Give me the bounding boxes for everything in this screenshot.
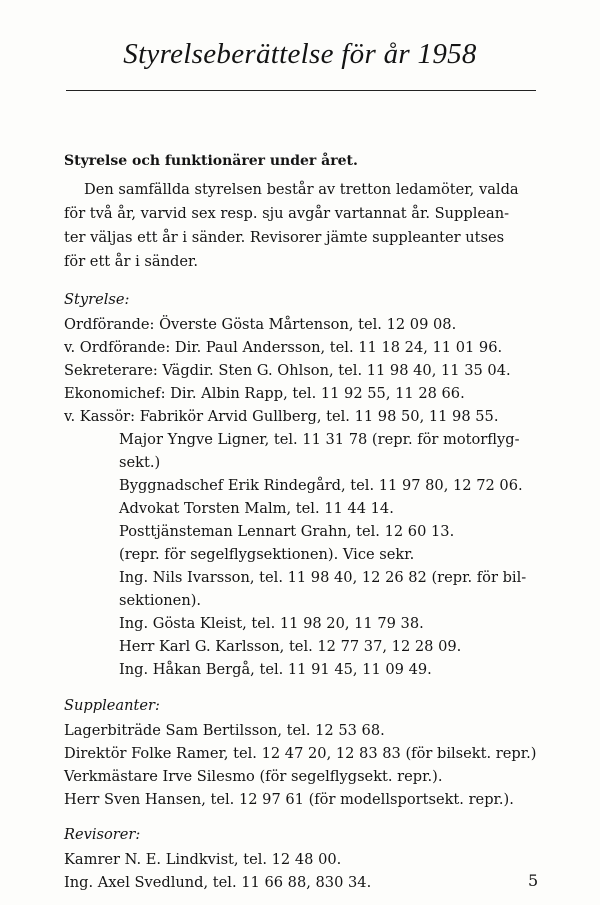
member-line: Ing. Håkan Bergå, tel. 11 91 45, 11 09 49. xyxy=(119,661,432,678)
officer-line: v. Ordförande: Dir. Paul Andersson, tel. 11 18 24, 11 01 96. xyxy=(64,339,503,356)
intro-line: för ett år i sänder. xyxy=(64,253,199,270)
member-line: Advokat Torsten Malm, tel. 11 44 14. xyxy=(119,500,394,517)
member-line: Ing. Nils Ivarsson, tel. 11 98 40, 12 26 82 (repr. för bil- xyxy=(119,569,527,586)
member-line: sektionen). xyxy=(119,592,202,609)
auditor-line: Ing. Axel Svedlund, tel. 11 66 88, 830 34. xyxy=(64,874,372,891)
deputy-line: Herr Sven Hansen, tel. 12 97 61 (för modellsportsekt. repr.). xyxy=(64,791,514,808)
officer-line: Sekreterare: Vägdir. Sten G. Ohlson, tel. 11 98 40, 11 35 04. xyxy=(64,362,511,379)
revisorer-label: Revisorer: xyxy=(64,826,141,843)
member-line: Ing. Gösta Kleist, tel. 11 98 20, 11 79 38. xyxy=(119,615,424,632)
title-rule xyxy=(66,90,536,91)
member-line: (repr. för segelflygsektionen). Vice sekr. xyxy=(119,546,415,563)
page-number: 5 xyxy=(528,871,539,890)
officer-line: Ordförande: Överste Gösta Mårtenson, tel. 12 09 08. xyxy=(64,316,457,333)
member-line: sekt.) xyxy=(119,454,161,471)
intro-line: för två år, varvid sex resp. sju avgår vartannat år. Supplean- xyxy=(64,205,510,222)
officer-line: Ekonomichef: Dir. Albin Rapp, tel. 11 92 55, 11 28 66. xyxy=(64,385,465,402)
auditor-line: Kamrer N. E. Lindkvist, tel. 12 48 00. xyxy=(64,851,342,868)
section-heading: Styrelse och funktionärer under året. xyxy=(64,153,358,169)
member-line: Posttjänsteman Lennart Grahn, tel. 12 60 13. xyxy=(119,523,455,540)
deputy-line: Verkmästare Irve Silesmo (för segelflygsekt. repr.). xyxy=(64,768,443,785)
styrelse-label: Styrelse: xyxy=(64,291,130,308)
deputy-line: Lagerbiträde Sam Bertilsson, tel. 12 53 68. xyxy=(64,722,385,739)
page-title: Styrelseberättelse för år 1958 xyxy=(123,38,477,70)
suppleanter-label: Suppleanter: xyxy=(64,697,160,714)
member-line: Major Yngve Ligner, tel. 11 31 78 (repr. för motorflyg- xyxy=(119,431,520,448)
intro-line: Den samfällda styrelsen består av tretton ledamöter, valda xyxy=(84,181,519,198)
intro-line: ter väljas ett år i sänder. Revisorer jämte suppleanter utses xyxy=(64,229,505,246)
member-line: Herr Karl G. Karlsson, tel. 12 77 37, 12 28 09. xyxy=(119,638,462,655)
deputy-line: Direktör Folke Ramer, tel. 12 47 20, 12 83 83 (för bilsekt. repr.) xyxy=(64,745,537,762)
officer-line: v. Kassör: Fabrikör Arvid Gullberg, tel. 11 98 50, 11 98 55. xyxy=(64,408,499,425)
member-line: Byggnadschef Erik Rindegård, tel. 11 97 80, 12 72 06. xyxy=(119,477,523,494)
